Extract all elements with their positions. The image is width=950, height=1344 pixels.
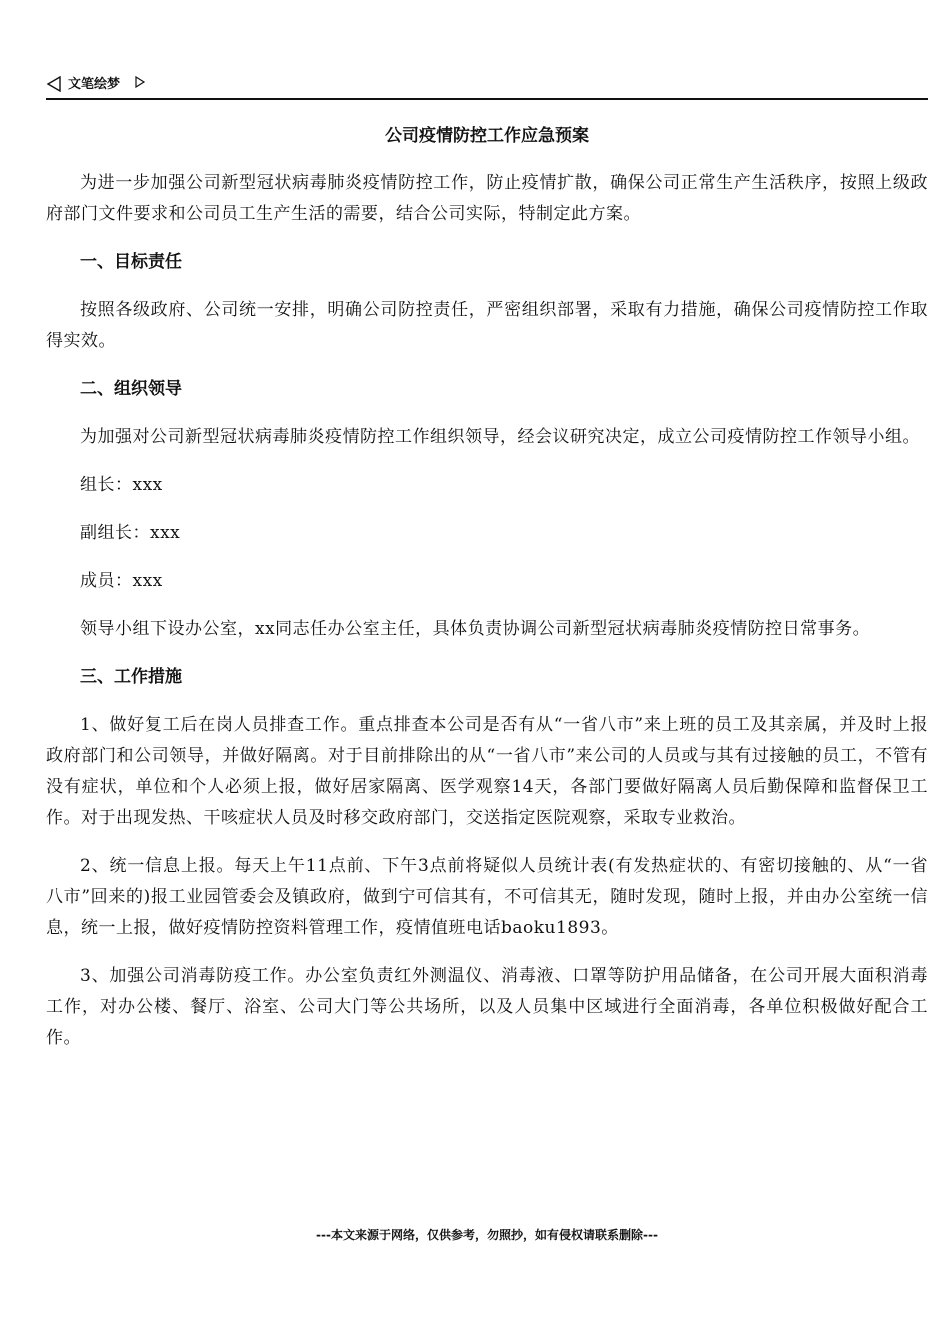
section-leadership-paragraph: 为加强对公司新型冠状病毒肺炎疫情防控工作组织领导，经会议研究决定，成立公司疫情防控工作领导小组。 (80, 427, 920, 447)
page-header (46, 72, 928, 100)
leader-line: 组长：xxx (80, 475, 163, 495)
members-line: 成员：xxx (80, 571, 163, 591)
intro-paragraph: 为进一步加强公司新型冠状病毒肺炎疫情防控工作，防止疫情扩散，确保公司正常生产生活秩序，按照上级政府部门文件要求和公司员工生产生活的需要，结合公司实际，特制定此方案。 (46, 173, 928, 224)
section-goal-paragraph: 按照各级政府、公司统一安排，明确公司防控责任，严密组织部署，采取有力措施，确保公司疫情防控工作取得实效。 (46, 300, 928, 351)
section-heading-measures: 三、工作措施 (80, 667, 182, 687)
document-title: 公司疫情防控工作应急预案 (385, 126, 589, 146)
office-paragraph: 领导小组下设办公室，xx同志任办公室主任，具体负责协调公司新型冠状病毒肺炎疫情防控日常事务。 (80, 619, 871, 639)
section-heading-goal: 一、目标责任 (80, 252, 182, 272)
triangle-right-icon (134, 76, 146, 88)
measure-item-2: 2、统一信息上报。每天上午11点前、下午3点前将疑似人员统计表(有发热症状的、有密切接触的、从“一省八市”回来的)报工业园管委会及镇政府，做到宁可信其有，不可信其无，随时发现，随时上报，并由办公室统一信息，统一上报，做好疫情防控资料管理工作，疫情值班电话baoku1893。 (46, 856, 928, 938)
deputy-leader-line: 副组长：xxx (80, 523, 181, 543)
document-page (46, 0, 928, 1344)
section-heading-leadership: 二、组织领导 (80, 379, 182, 399)
header-label: 文笔绘梦 (68, 77, 121, 92)
document-body (46, 168, 928, 1071)
measure-item-1: 1、做好复工后在岗人员排查工作。重点排查本公司是否有从“一省八市”来上班的员工及其亲属，并及时上报政府部门和公司领导，并做好隔离。对于目前排除出的从“一省八市”来公司的人员或与其有过接触的员工，不管有没有症状，单位和个人必须上报，做好居家隔离、医学观察14天，各部门要做好隔离人员后勤保障和监督保卫工作。对于出现发热、干咳症状人员及时移交政府部门，交送指定医院观察，采取专业救治。 (46, 715, 928, 828)
measure-item-3: 3、加强公司消毒防疫工作。办公室负责红外测温仪、消毒液、口罩等防护用品储备，在公司开展大面积消毒工作，对办公楼、餐厅、浴室、公司大门等公共场所，以及人员集中区域进行全面消毒，各单位积极做好配合工作。 (46, 966, 928, 1048)
triangle-left-icon (46, 76, 62, 92)
page-footer-disclaimer: ---本文来源于网络，仅供参考，勿照抄，如有侵权请联系删除--- (316, 1228, 658, 1242)
